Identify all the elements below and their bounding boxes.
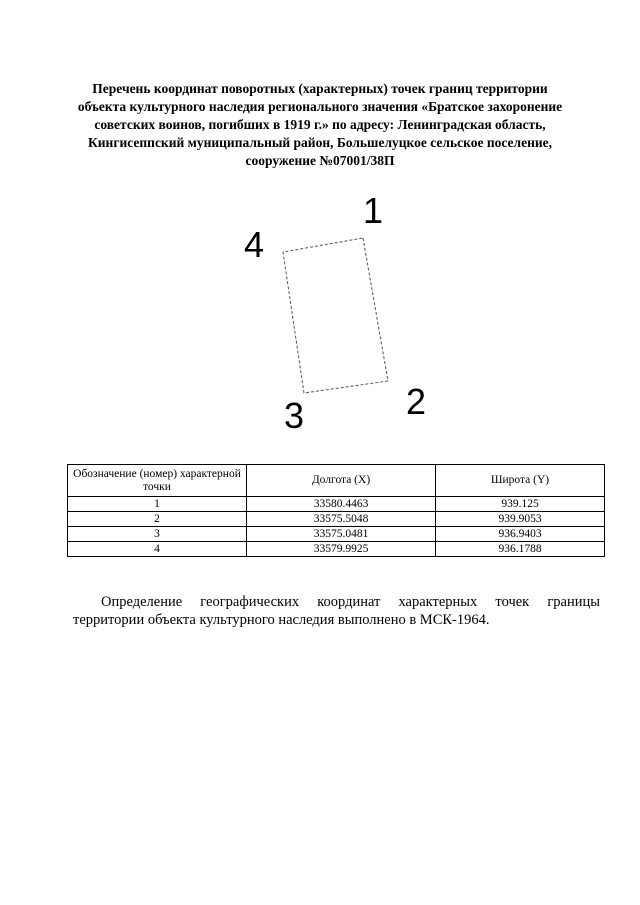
cell-point: 1 xyxy=(68,497,247,512)
cell-y: 939.125 xyxy=(436,497,605,512)
point-label-1: 1 xyxy=(363,190,384,231)
boundary-plan xyxy=(230,185,440,435)
boundary-outline xyxy=(283,238,388,393)
point-label-2: 2 xyxy=(406,381,427,422)
document-title xyxy=(60,80,580,170)
cell-y: 936.9403 xyxy=(436,527,605,542)
cell-y: 939.9053 xyxy=(436,512,605,527)
cell-y: 936.1788 xyxy=(436,542,605,557)
table-row xyxy=(68,512,605,527)
cell-x: 33575.0481 xyxy=(247,527,436,542)
cell-x: 33575.5048 xyxy=(247,512,436,527)
cell-point: 2 xyxy=(68,512,247,527)
header-latitude: Широта (Y) xyxy=(436,465,605,497)
title-line: советских воинов, погибших в 1919 г.» по адресу: Ленинградская область, xyxy=(94,117,546,132)
cell-x: 33579.9925 xyxy=(247,542,436,557)
cell-x: 33580.4463 xyxy=(247,497,436,512)
cell-point: 3 xyxy=(68,527,247,542)
title-line: сооружение №07001/38П xyxy=(245,153,395,168)
cell-point: 4 xyxy=(68,542,247,557)
header-longitude: Долгота (X) xyxy=(247,465,436,497)
boundary-plan-drawing xyxy=(230,185,440,435)
coordinate-system-note: Определение географических координат характерных точек границы территории объекта культурного наследия выполнено в МСК-1964. xyxy=(73,593,600,628)
coordinates-table xyxy=(67,464,605,557)
point-label-3: 3 xyxy=(284,395,305,435)
title-line: Перечень координат поворотных (характерных) точек границ территории xyxy=(92,81,548,96)
header-point-number: Обозначение (номер) характерной точки xyxy=(68,465,247,497)
title-line: Кингисеппский муниципальный район, Большелуцкое сельское поселение, xyxy=(87,135,553,150)
table-header-row xyxy=(68,465,605,497)
table-row xyxy=(68,527,605,542)
point-label-4: 4 xyxy=(244,224,265,265)
title-line: объекта культурного наследия регионального значения «Братское захоронение xyxy=(77,99,563,114)
table-row xyxy=(68,497,605,512)
table-row xyxy=(68,542,605,557)
